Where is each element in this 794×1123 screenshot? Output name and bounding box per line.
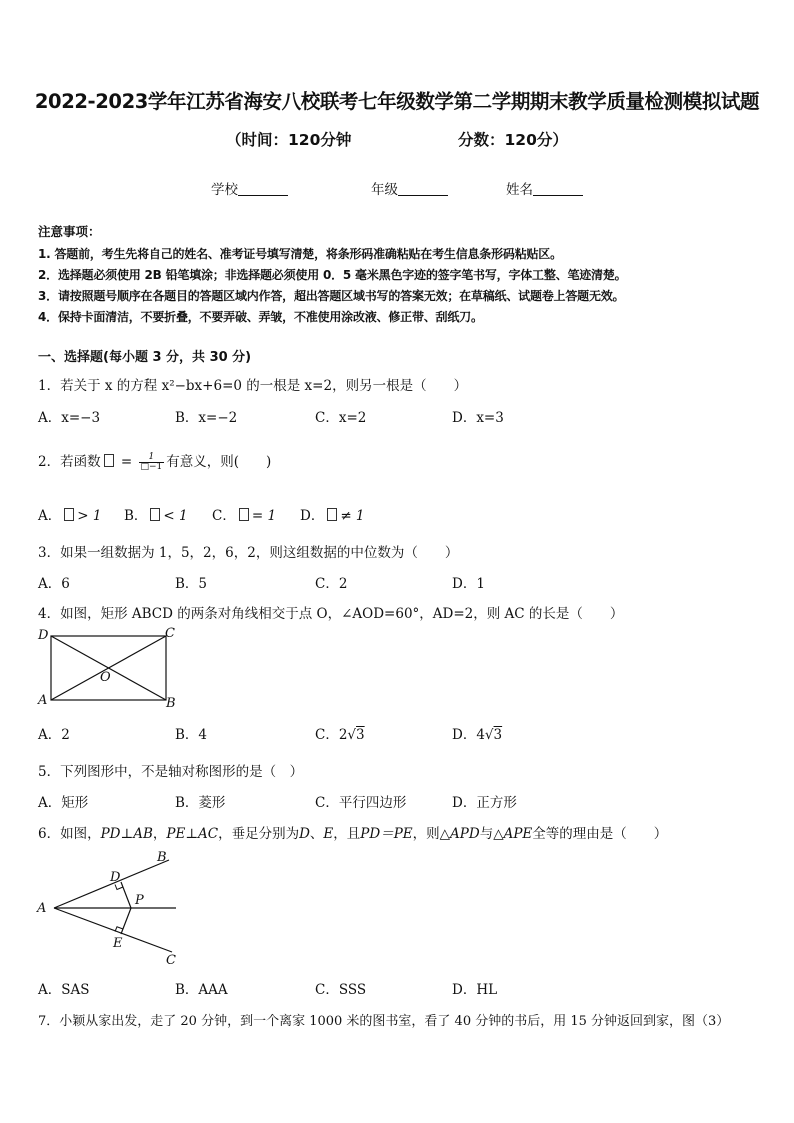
q5-option-b: B．菱形 (175, 795, 226, 811)
q5-option-d: D．正方形 (452, 795, 517, 811)
q6-option-b: B．AAA (175, 982, 228, 998)
q6-text: ，则△ (412, 826, 451, 842)
q6-text: ， (152, 826, 167, 842)
rectangle-figure (34, 624, 184, 710)
q2-option-d-prefix: D． (300, 508, 325, 524)
label-c: C (165, 626, 175, 641)
q6-text: 与△ (479, 826, 504, 842)
note-item: 1. 答题前，考生先将自己的姓名、准考证号填写清楚，将条形码准确粘贴在考生信息条形码粘贴区。 (38, 247, 562, 261)
exam-score: 分数：120分） (458, 131, 568, 149)
q2-frac-den: □−1 (140, 462, 163, 472)
label-d: D (110, 870, 121, 885)
question-3: 3．如果一组数据为 1，5，2，6，2，则这组数据的中位数为（ ） (38, 545, 459, 561)
q2-option-b (124, 504, 188, 524)
q2-fraction (139, 453, 165, 472)
segment-pe (121, 908, 131, 934)
q2-option-c-prefix: C． (212, 508, 236, 524)
q1-option-d: D．x=3 (452, 410, 504, 426)
note-item: 2．选择题必须使用 2B 铅笔填涂；非选择题必须使用 0．5 毫米黑色字迹的签字笔书写，字体工整、笔迹清楚。 (38, 268, 627, 282)
q6-text: ，垂足分别为 (218, 826, 300, 842)
q3-option-d: D．1 (452, 576, 485, 592)
label-o: O (100, 670, 111, 685)
q6-option-c: C．SSS (315, 982, 367, 998)
question-5: 5．下列图形中，不是轴对称图形的是（ ） (38, 764, 304, 780)
name-label: 姓名 (506, 182, 533, 198)
q2-option-b-rel: < 1 (163, 508, 188, 524)
q4-option-c-prefix: C．2 (315, 727, 348, 743)
school-blank (238, 181, 288, 196)
q5-option-a: A．矩形 (38, 795, 89, 811)
grade-label: 年级 (371, 182, 398, 198)
q2-stem-b: 有意义，则( ) (166, 454, 272, 470)
label-a: A (37, 901, 47, 916)
q3-option-c: C．2 (315, 576, 348, 592)
exam-time: （时间：120分钟 (226, 131, 352, 149)
question-1: 1．若关于 x 的方程 x²−bx+6=0 的一根是 x=2，则另一根是（ ） (38, 378, 468, 394)
q3-option-b: B．5 (175, 576, 208, 592)
q3-option-a: A．6 (38, 576, 70, 592)
q4-option-d (452, 723, 502, 743)
q4-option-d-prefix: D．4 (452, 727, 485, 743)
segment-pd (121, 882, 131, 908)
label-p: P (135, 893, 144, 908)
q6-condition-1: PD⊥AB (100, 826, 153, 842)
label-b: B (157, 850, 167, 865)
name-blank (533, 181, 583, 196)
q6-point-e: E (323, 826, 334, 842)
school-field (211, 178, 288, 198)
q2-stem-a: 2．若函数 (38, 454, 101, 470)
q2-option-d-rel: ≠ 1 (340, 508, 365, 524)
q4-option-c-radicand: 3 (356, 727, 365, 743)
question-2: 2．若函数 = $\frac{1}{□-1}$ 有意义，则( ) (38, 452, 272, 472)
q6-text: 全等的理由是（ ） (532, 826, 668, 842)
question-7: 7．小颖从家出发，走了 20 分钟，到一个离家 1000 米的图书室，看了 40 分钟的书后，用 15 分钟返回到家，图（3） (38, 1014, 730, 1029)
label-b: B (166, 696, 176, 710)
q1-option-b: B．x=−2 (175, 410, 238, 426)
placeholder-box (239, 508, 249, 521)
q2-option-a-prefix: A． (38, 508, 62, 524)
placeholder-box (64, 508, 74, 521)
school-label: 学校 (211, 182, 238, 198)
grade-field (371, 178, 448, 198)
grade-blank (398, 181, 448, 196)
q4-option-c (315, 723, 365, 743)
q6-text: ，且 (333, 826, 361, 842)
note-item: 3．请按照题号顺序在各题目的答题区域内作答，超出答题区域书写的答案无效；在草稿纸、试题卷上答题无效。 (38, 289, 625, 303)
label-e: E (113, 936, 123, 951)
q2-option-d (300, 504, 365, 524)
sqrt-sign: √ (347, 727, 357, 743)
q2-frac-num: 1 (139, 453, 165, 463)
notes-heading: 注意事项： (38, 224, 101, 239)
q6-text: 6．如图， (38, 826, 101, 842)
q4-option-a: A．2 (38, 727, 70, 743)
q6-option-d: D．HL (452, 982, 498, 998)
placeholder-box (150, 508, 160, 521)
q2-option-c (212, 504, 276, 524)
q6-triangle-1: APD (450, 826, 480, 842)
q6-text: 、 (309, 826, 324, 842)
sqrt-sign: √ (484, 727, 494, 743)
q6-condition-2: PE⊥AC (166, 826, 219, 842)
label-d: D (38, 628, 49, 643)
section-heading: 一、选择题(每小题 3 分，共 30 分) (38, 350, 252, 365)
q2-option-c-rel: = 1 (251, 508, 277, 524)
q2-option-b-prefix: B． (124, 508, 148, 524)
page-title: 2022-2023学年江苏省海安八校联考七年级数学第二学期期末教学质量检测模拟试题 (34, 90, 760, 113)
name-field (506, 178, 583, 198)
label-a: A (38, 693, 48, 708)
label-c: C (166, 953, 176, 968)
q6-triangle-2: APE (503, 826, 533, 842)
placeholder-box (327, 508, 337, 521)
q6-option-a: A．SAS (38, 982, 90, 998)
q4-option-d-radicand: 3 (493, 727, 503, 743)
question-4: 4．如图，矩形 ABCD 的两条对角线相交于点 O，∠AOD=60°，AD=2，则 AC 的长是（ ） (38, 606, 624, 622)
placeholder-box (104, 454, 114, 467)
note-item: 4．保持卡面清洁，不要折叠，不要弄破、弄皱，不准使用涂改液、修正带、刮纸刀。 (38, 310, 483, 324)
q2-option-a (38, 504, 101, 524)
q1-option-a: A．x=−3 (38, 410, 101, 426)
q6-point-d: D (299, 826, 310, 842)
q5-option-c: C．平行四边形 (315, 795, 407, 811)
question-6 (38, 822, 667, 842)
q2-option-a-rel: > 1 (77, 508, 102, 524)
angle-bisector-figure (34, 848, 184, 970)
q1-option-c: C．x=2 (315, 410, 367, 426)
q6-equality: PD＝PE (360, 826, 413, 842)
q4-option-b: B．4 (175, 727, 208, 743)
